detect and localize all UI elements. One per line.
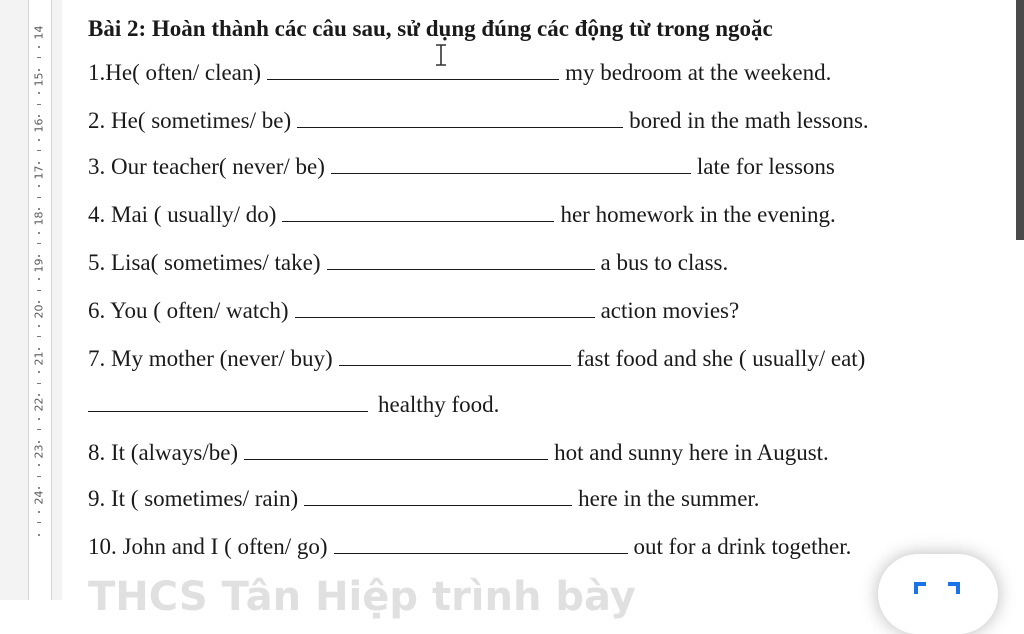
ruler-tick bbox=[37, 150, 41, 151]
item-continuation: late for lessons bbox=[696, 154, 835, 179]
scrollbar[interactable] bbox=[1016, 0, 1024, 240]
item-prompt: 2. He( sometimes/ be) bbox=[88, 108, 292, 133]
exercise-item bbox=[88, 486, 760, 512]
item-continuation: out for a drink together. bbox=[633, 534, 852, 559]
item-prompt: 4. Mai ( usually/ do) bbox=[88, 202, 277, 227]
ruler-number: 17 bbox=[32, 165, 46, 179]
answer-blank[interactable] bbox=[339, 347, 571, 366]
vertical-ruler bbox=[0, 0, 62, 600]
item-prompt: 6. You ( often/ watch) bbox=[88, 298, 289, 323]
ruler-tick bbox=[37, 522, 41, 523]
ruler-number: 19 bbox=[32, 258, 46, 272]
ruler-number: 20 bbox=[32, 304, 46, 319]
ruler-dot bbox=[38, 534, 40, 536]
item-prompt: 5. Lisa( sometimes/ take) bbox=[88, 250, 321, 275]
exercise-item bbox=[88, 108, 869, 134]
answer-blank[interactable] bbox=[295, 299, 595, 318]
answer-blank[interactable] bbox=[244, 441, 548, 460]
answer-blank[interactable] bbox=[334, 535, 628, 554]
item-continuation: bored in the math lessons. bbox=[629, 108, 869, 133]
answer-blank[interactable] bbox=[282, 203, 554, 222]
item-continuation: her homework in the evening. bbox=[560, 202, 836, 227]
item-prompt: 8. It (always/be) bbox=[88, 440, 239, 465]
item-continuation: action movies? bbox=[600, 298, 740, 323]
ruler-dot bbox=[38, 139, 40, 141]
item-continuation: here in the summer. bbox=[578, 486, 760, 511]
exercise-item bbox=[88, 250, 728, 276]
answer-blank[interactable] bbox=[304, 487, 572, 506]
item-continuation: healthy food. bbox=[378, 392, 500, 417]
answer-blank[interactable] bbox=[327, 251, 595, 270]
ruler-number: 14 bbox=[32, 25, 46, 40]
ruler-tick bbox=[37, 104, 41, 105]
ruler-tick bbox=[37, 383, 41, 384]
ruler-number: 22 bbox=[32, 397, 46, 412]
ruler-number: 15 bbox=[32, 72, 46, 86]
ruler-dot bbox=[38, 232, 40, 234]
ruler-dot bbox=[38, 46, 40, 48]
exercise-item bbox=[88, 346, 865, 372]
ruler-dot bbox=[38, 371, 40, 373]
item-prompt: 1.He( often/ clean) bbox=[88, 60, 262, 85]
exercise-item bbox=[88, 60, 831, 86]
item-prompt: 9. It ( sometimes/ rain) bbox=[88, 486, 299, 511]
ruler-dot bbox=[38, 325, 40, 327]
ruler-number: 24 bbox=[32, 490, 46, 505]
ruler-tick bbox=[37, 290, 41, 291]
ruler-tick bbox=[37, 476, 41, 477]
ruler-number: 16 bbox=[32, 118, 46, 133]
item-continuation: my bedroom at the weekend. bbox=[565, 60, 832, 85]
exercise-item bbox=[88, 392, 499, 418]
fullscreen-corners-icon bbox=[914, 582, 960, 610]
ruler-tick bbox=[37, 243, 41, 244]
ruler-number: 23 bbox=[32, 444, 46, 458]
item-prompt: 10. John and I ( often/ go) bbox=[88, 534, 328, 559]
ruler-dot bbox=[38, 278, 40, 280]
item-prompt: 7. My mother (never/ buy) bbox=[88, 346, 333, 371]
ruler-tick bbox=[37, 336, 41, 337]
ruler-dot bbox=[38, 464, 40, 466]
answer-blank[interactable] bbox=[297, 109, 623, 128]
answer-blank[interactable] bbox=[267, 61, 559, 80]
item-continuation: fast food and she ( usually/ eat) bbox=[576, 346, 866, 371]
ruler-dot bbox=[38, 92, 40, 94]
ruler-tick bbox=[37, 429, 41, 430]
exercise-item bbox=[88, 534, 851, 560]
exercise-item bbox=[88, 154, 835, 180]
fullscreen-button[interactable] bbox=[878, 554, 998, 634]
answer-blank[interactable] bbox=[88, 393, 368, 412]
answer-blank[interactable] bbox=[331, 155, 691, 174]
watermark-logo: THCS Tân Hiệp trình bày bbox=[88, 574, 636, 620]
ruler-number: 18 bbox=[32, 211, 46, 226]
item-continuation: a bus to class. bbox=[600, 250, 729, 275]
ruler-number: 21 bbox=[32, 351, 46, 365]
exercise-item bbox=[88, 202, 836, 228]
item-prompt: 3. Our teacher( never/ be) bbox=[88, 154, 325, 179]
exercise-item bbox=[88, 298, 739, 324]
ruler-tick bbox=[37, 57, 41, 58]
ruler-dot bbox=[38, 185, 40, 187]
ruler-tick bbox=[37, 197, 41, 198]
item-continuation: hot and sunny here in August. bbox=[554, 440, 829, 465]
exercise-item bbox=[88, 440, 829, 466]
exercise-title: Bài 2: Hoàn thành các câu sau, sử dụng đúng các động từ trong ngoặc bbox=[88, 16, 773, 41]
ruler-dot bbox=[38, 418, 40, 420]
ruler-dot bbox=[38, 511, 40, 513]
